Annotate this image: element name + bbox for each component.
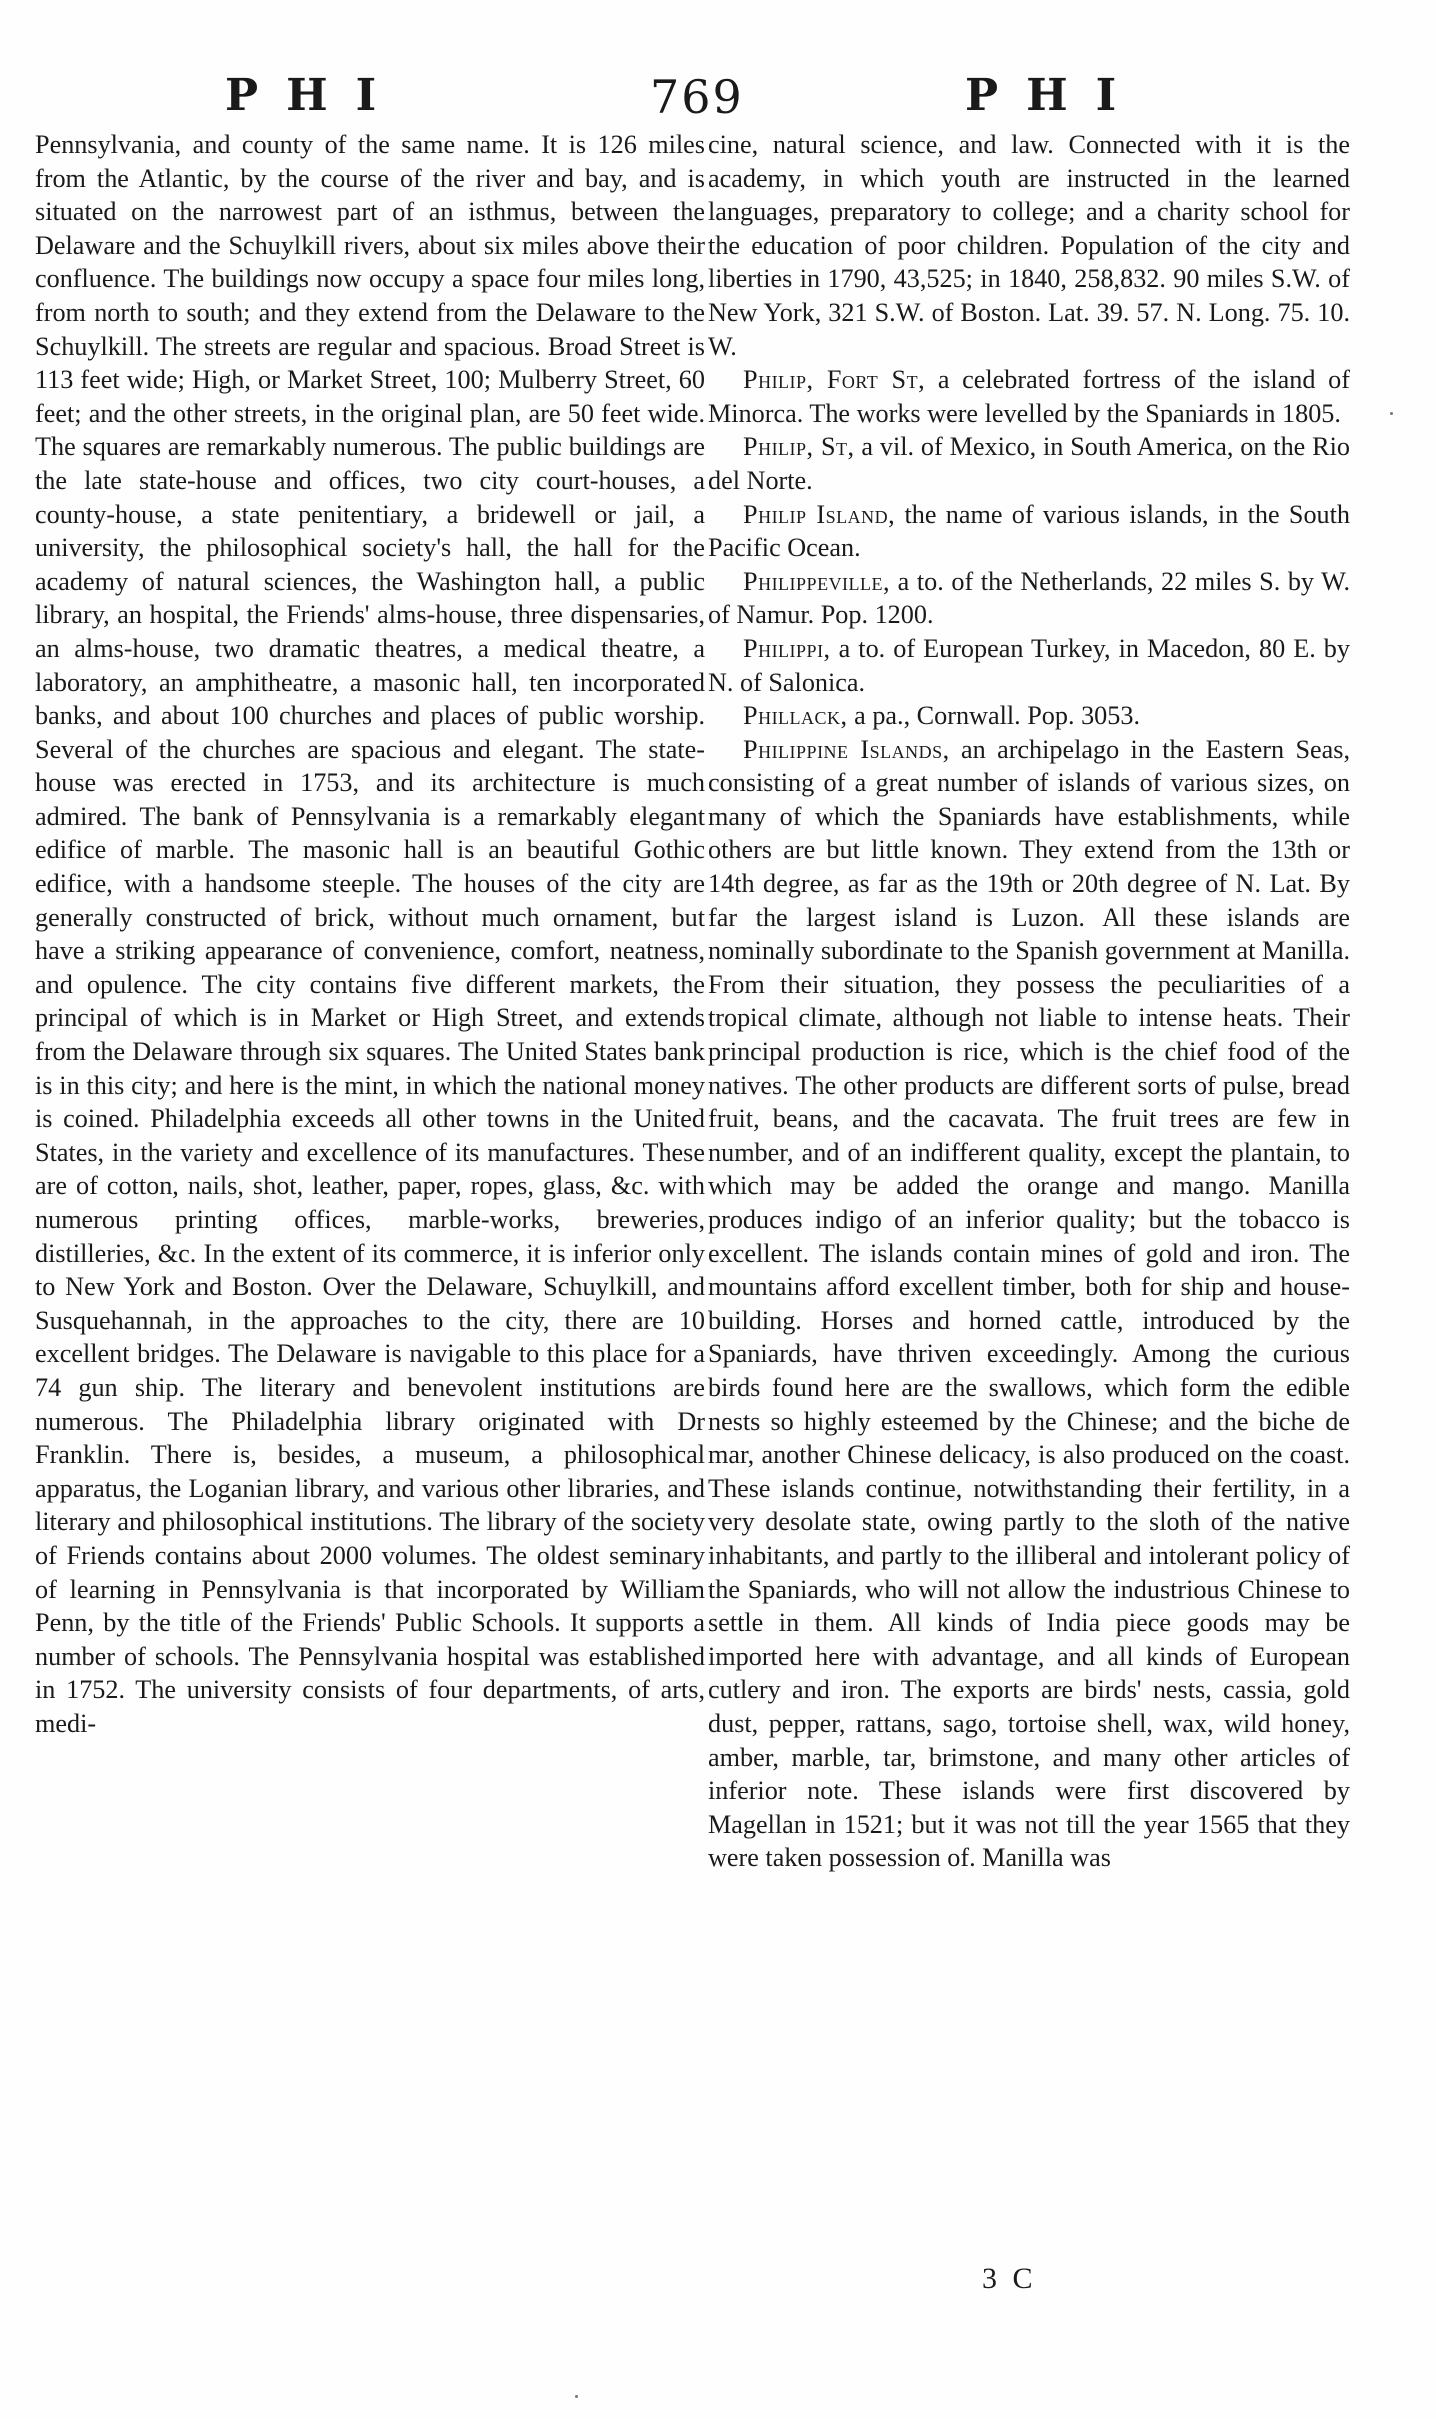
paper-speck — [575, 2395, 578, 2398]
running-header — [0, 60, 1436, 130]
entry-phillack — [708, 699, 1350, 733]
entry-headword: Philippine Islands, — [743, 734, 950, 764]
right-column — [708, 128, 1350, 1875]
page-number: 769 — [650, 70, 744, 124]
entry-philippeville — [708, 565, 1350, 632]
entry-philip-fort-st — [708, 363, 1350, 430]
entry-headword: Philippeville, — [743, 566, 891, 596]
entry-headword: Philip Island, — [743, 499, 896, 529]
entry-body: the name of various islands, in the South Pacific Ocean. — [708, 499, 1350, 563]
entry-body: a celebrated fortress of the island of Minorca. The works were levelled by the Spaniards in 1805. — [708, 365, 1350, 428]
entry-philippine-islands — [708, 733, 1350, 1875]
philadelphia-entry-continuation: cine, natural science, and law. Connected with it is the academy, in which youth are instructed in the learned languages, preparatory to college; and a charity school for the education of poor children. Population of the city and liberties in 1790, 43,525; in 1840, 258,832. 90 miles S.W. of New York, 321 S.W. of Boston. Lat. 39. 57. N. Long. 75. 10. W. — [708, 130, 1350, 361]
entry-headword: Philippi, — [743, 633, 831, 663]
left-column — [35, 128, 705, 1741]
entry-philippi — [708, 632, 1350, 699]
entry-body: an archipelago in the Eastern Seas, consisting of a great number of islands of various sizes, on many of which the Spaniards have establishments, while others are but little known. They extend from the 13th or 14th degree, as far as the 19th or 20th degree of N. Lat. By far the largest island is Luzon. All these islands are nominally subordinate to the Spanish government at Manilla. From their situation, they possess the peculiarities of a tropical climate, although not liable to intense heats. Their principal production is rice, which is the chief food of the natives. The other products are different sorts of pulse, bread fruit, beans, and the cacavata. The fruit trees are few in number, and of an indifferent quality, except the plantain, to which may be added the orange and mango. Manilla produces indigo of an inferior quality; but the tobacco is excellent. The islands contain mines of gold and iron. The mountains afford excellent timber, both for ship and house-building. Horses and horned cattle, introduced by the Spaniards, have thriven exceedingly. Among the curious birds found here are the swallows, which form the edible nests so highly esteemed by the Chinese; and the biche de mar, another Chinese delicacy, is also produced on the coast. These islands continue, notwithstanding their fertility, in a very desolate state, owing partly to the sloth of the native inhabitants, and partly to the illiberal and intolerant policy of the Spaniards, who will not allow the industrious Chinese to settle in them. All kinds of India piece goods may be imported here with advantage, and all kinds of European cutlery and iron. The exports are birds' nests, cassia, gold dust, pepper, rattans, sago, tortoise shell, wax, wild honey, amber, marble, tar, brimstone, and many other articles of inferior note. These islands were first discovered by Magellan in 1521; but it was not till the year 1565 that they were taken possession of. Manilla was — [708, 734, 1351, 1873]
philadelphia-entry-text: Pennsylvania, and county of the same name. It is 126 miles from the Atlantic, by the course of the river and bay, and is situated on the narrowest part of an isthmus, between the Delaware and the Schuylkill rivers, about six miles above their confluence. The buildings now occupy a space four miles long, from north to south; and they extend from the Delaware to the Schuylkill. The streets are regular and spacious. Broad Street is 113 feet wide; High, or Market Street, 100; Mulberry Street, 60 feet; and the other streets, in the original plan, are 50 feet wide. The squares are remarkably numerous. The public buildings are the late state-house and offices, two city court-houses, a county-house, a state penitentiary, a bridewell or jail, a university, the philosophical society's hall, the hall for the academy of natural sciences, the Washington hall, a public library, an hospital, the Friends' alms-house, three dispensaries, an alms-house, two dramatic theatres, a medical theatre, a laboratory, an amphitheatre, a masonic hall, ten incorporated banks, and about 100 churches and places of public worship. Several of the churches are spacious and elegant. The state-house was erected in 1753, and its architecture is much admired. The bank of Pennsylvania is a remarkably elegant edifice of marble. The masonic hall is an beautiful Gothic edifice, with a handsome steeple. The houses of the city are generally constructed of brick, without much ornament, but have a striking appearance of convenience, comfort, neatness, and opulence. The city contains five different markets, the principal of which is in Market or High Street, and extends from the Delaware through six squares. The United States bank is in this city; and here is the mint, in which the national money is coined. Philadelphia exceeds all other towns in the United States, in the variety and excellence of its manufactures. These are of cotton, nails, shot, leather, paper, ropes, glass, &c. with numerous printing offices, marble-works, breweries, distilleries, &c. In the extent of its commerce, it is inferior only to New York and Boston. Over the Delaware, Schuylkill, and Susquehannah, in the approaches to the city, there are 10 excellent bridges. The Delaware is navigable to this place for a 74 gun ship. The literary and benevolent institutions are numerous. The Philadelphia library originated with Dr Franklin. There is, besides, a museum, a philosophical apparatus, the Loganian library, and various other libraries, and literary and philosophical institutions. The library of the society of Friends contains about 2000 volumes. The oldest seminary of learning in Pennsylvania is that incorporated by William Penn, by the title of the Friends' Public Schools. It supports a number of schools. The Pennsylvania hospital was established in 1752. The university consists of four departments, of arts, medi- — [35, 130, 705, 1738]
paper-speck — [1390, 412, 1393, 415]
entry-body: a to. of the Netherlands, 22 miles S. by W. of Namur. Pop. 1200. — [708, 566, 1350, 630]
signature-mark: 3 C — [982, 2262, 1037, 2295]
entry-philip-st — [708, 430, 1350, 497]
entry-body: a pa., Cornwall. Pop. 3053. — [847, 701, 1141, 731]
entry-headword: Philip, Fort St, — [743, 365, 926, 395]
entry-philip-island — [708, 498, 1350, 565]
header-right-keyword: PHI — [965, 70, 1145, 121]
header-left-keyword: PHI — [225, 70, 405, 121]
entry-body: a vil. of Mexico, in South America, on the Rio del Norte. — [708, 432, 1350, 495]
entry-headword: Phillack, — [743, 701, 848, 731]
entry-headword: Philip, St, — [743, 432, 855, 462]
entry-body: a to. of European Turkey, in Macedon, 80 E. by N. of Salonica. — [708, 633, 1350, 697]
